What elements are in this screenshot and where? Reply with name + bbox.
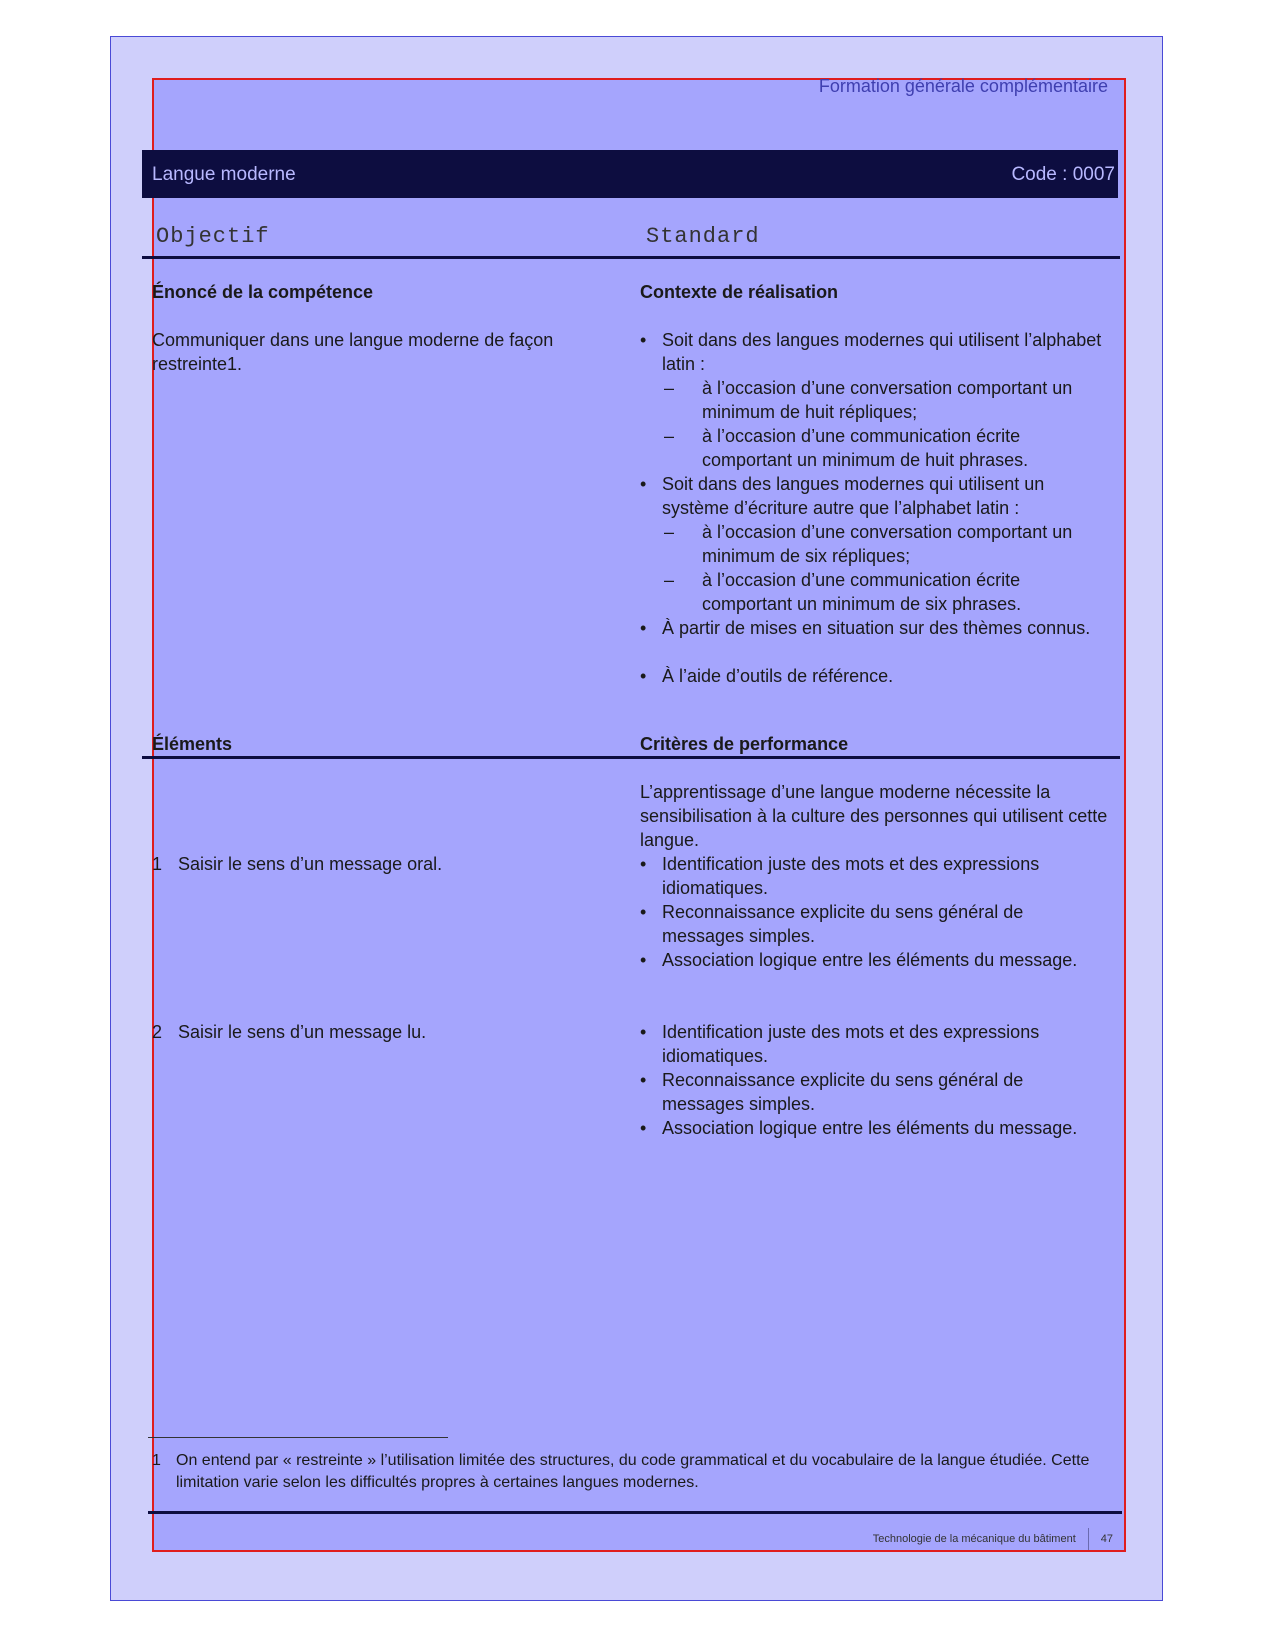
- program-title: Formation générale complémentaire: [818, 76, 1108, 96]
- criterion-item: • Association logique entre les éléments du message.: [640, 948, 1110, 972]
- footnote-mark: 1: [152, 1452, 161, 1469]
- context-item: • Soit dans des langues modernes qui utilisent l’alphabet latin :: [640, 328, 1110, 376]
- column-header-rule: [142, 256, 1120, 259]
- context-subitem: – à l’occasion d’une communication écrite comportant un minimum de huit phrases.: [664, 424, 1100, 472]
- course-title: Langue moderne: [152, 164, 296, 185]
- criterion-item: • Reconnaissance explicite du sens général de messages simples.: [640, 900, 1110, 948]
- element-number: 2: [152, 1022, 163, 1042]
- elements-heading: Éléments: [152, 734, 233, 754]
- context-item: • À partir de mises en situation sur des thèmes connus.: [640, 616, 1110, 640]
- competence-statement: Communiquer dans une langue moderne de façon restreinte1.: [152, 330, 554, 374]
- element-item: [152, 1020, 426, 1044]
- criterion-item: • Reconnaissance explicite du sens général de messages simples.: [640, 1068, 1110, 1116]
- element-item: [152, 852, 442, 876]
- page-number: 47: [1100, 1532, 1113, 1545]
- footer-separator: [1088, 1528, 1089, 1550]
- footer-program-name: Technologie de la mécanique du bâtiment: [872, 1532, 1076, 1545]
- objective-column-header: Objectif: [156, 224, 270, 249]
- code-label: Code :: [1011, 164, 1068, 185]
- context-subitem: – à l’occasion d’une communication écrite comportant un minimum de six phrases.: [664, 568, 1100, 616]
- footnote: [152, 1450, 1120, 1494]
- context-subitem: – à l’occasion d’une conversation comportant un minimum de six répliques;: [664, 520, 1100, 568]
- criteria-heading: Critères de performance: [640, 734, 849, 754]
- context-heading: Contexte de réalisation: [640, 282, 839, 302]
- footnote-separator: [148, 1437, 448, 1438]
- context-subitem: – à l’occasion d’une conversation comportant un minimum de huit répliques;: [664, 376, 1100, 424]
- criterion-item: • Identification juste des mots et des expressions idiomatiques.: [640, 852, 1110, 900]
- element-text: Saisir le sens d’un message oral.: [178, 854, 443, 874]
- context-item: • Soit dans des langues modernes qui utilisent un système d’écriture autre que l’alphabet latin :: [640, 472, 1110, 520]
- course-code: [1011, 164, 1115, 186]
- element-text: Saisir le sens d’un message lu.: [178, 1022, 427, 1042]
- page-bottom-rule: [148, 1511, 1122, 1514]
- code-value: 0007: [1072, 164, 1115, 185]
- standard-column-header: Standard: [646, 224, 760, 249]
- criterion-item: • Association logique entre les éléments du message.: [640, 1116, 1110, 1140]
- criteria-intro: L’apprentissage d’une langue moderne nécessite la sensibilisation à la culture des personnes qui utilisent cette langue.: [640, 782, 1108, 850]
- competence-heading: Énoncé de la compétence: [152, 282, 374, 302]
- elements-header-rule: [142, 756, 1120, 759]
- criterion-item: • Identification juste des mots et des expressions idiomatiques.: [640, 1020, 1110, 1068]
- page-footer: [873, 1528, 1113, 1550]
- element-number: 1: [152, 854, 163, 874]
- footnote-text: On entend par « restreinte » l’utilisation limitée des structures, du code grammatical et du vocabulaire de la langue étudiée. Cette limitation varie selon les difficultés propres à certaines langues modernes.: [176, 1452, 1090, 1491]
- context-item: • À l’aide d’outils de référence.: [640, 664, 1110, 688]
